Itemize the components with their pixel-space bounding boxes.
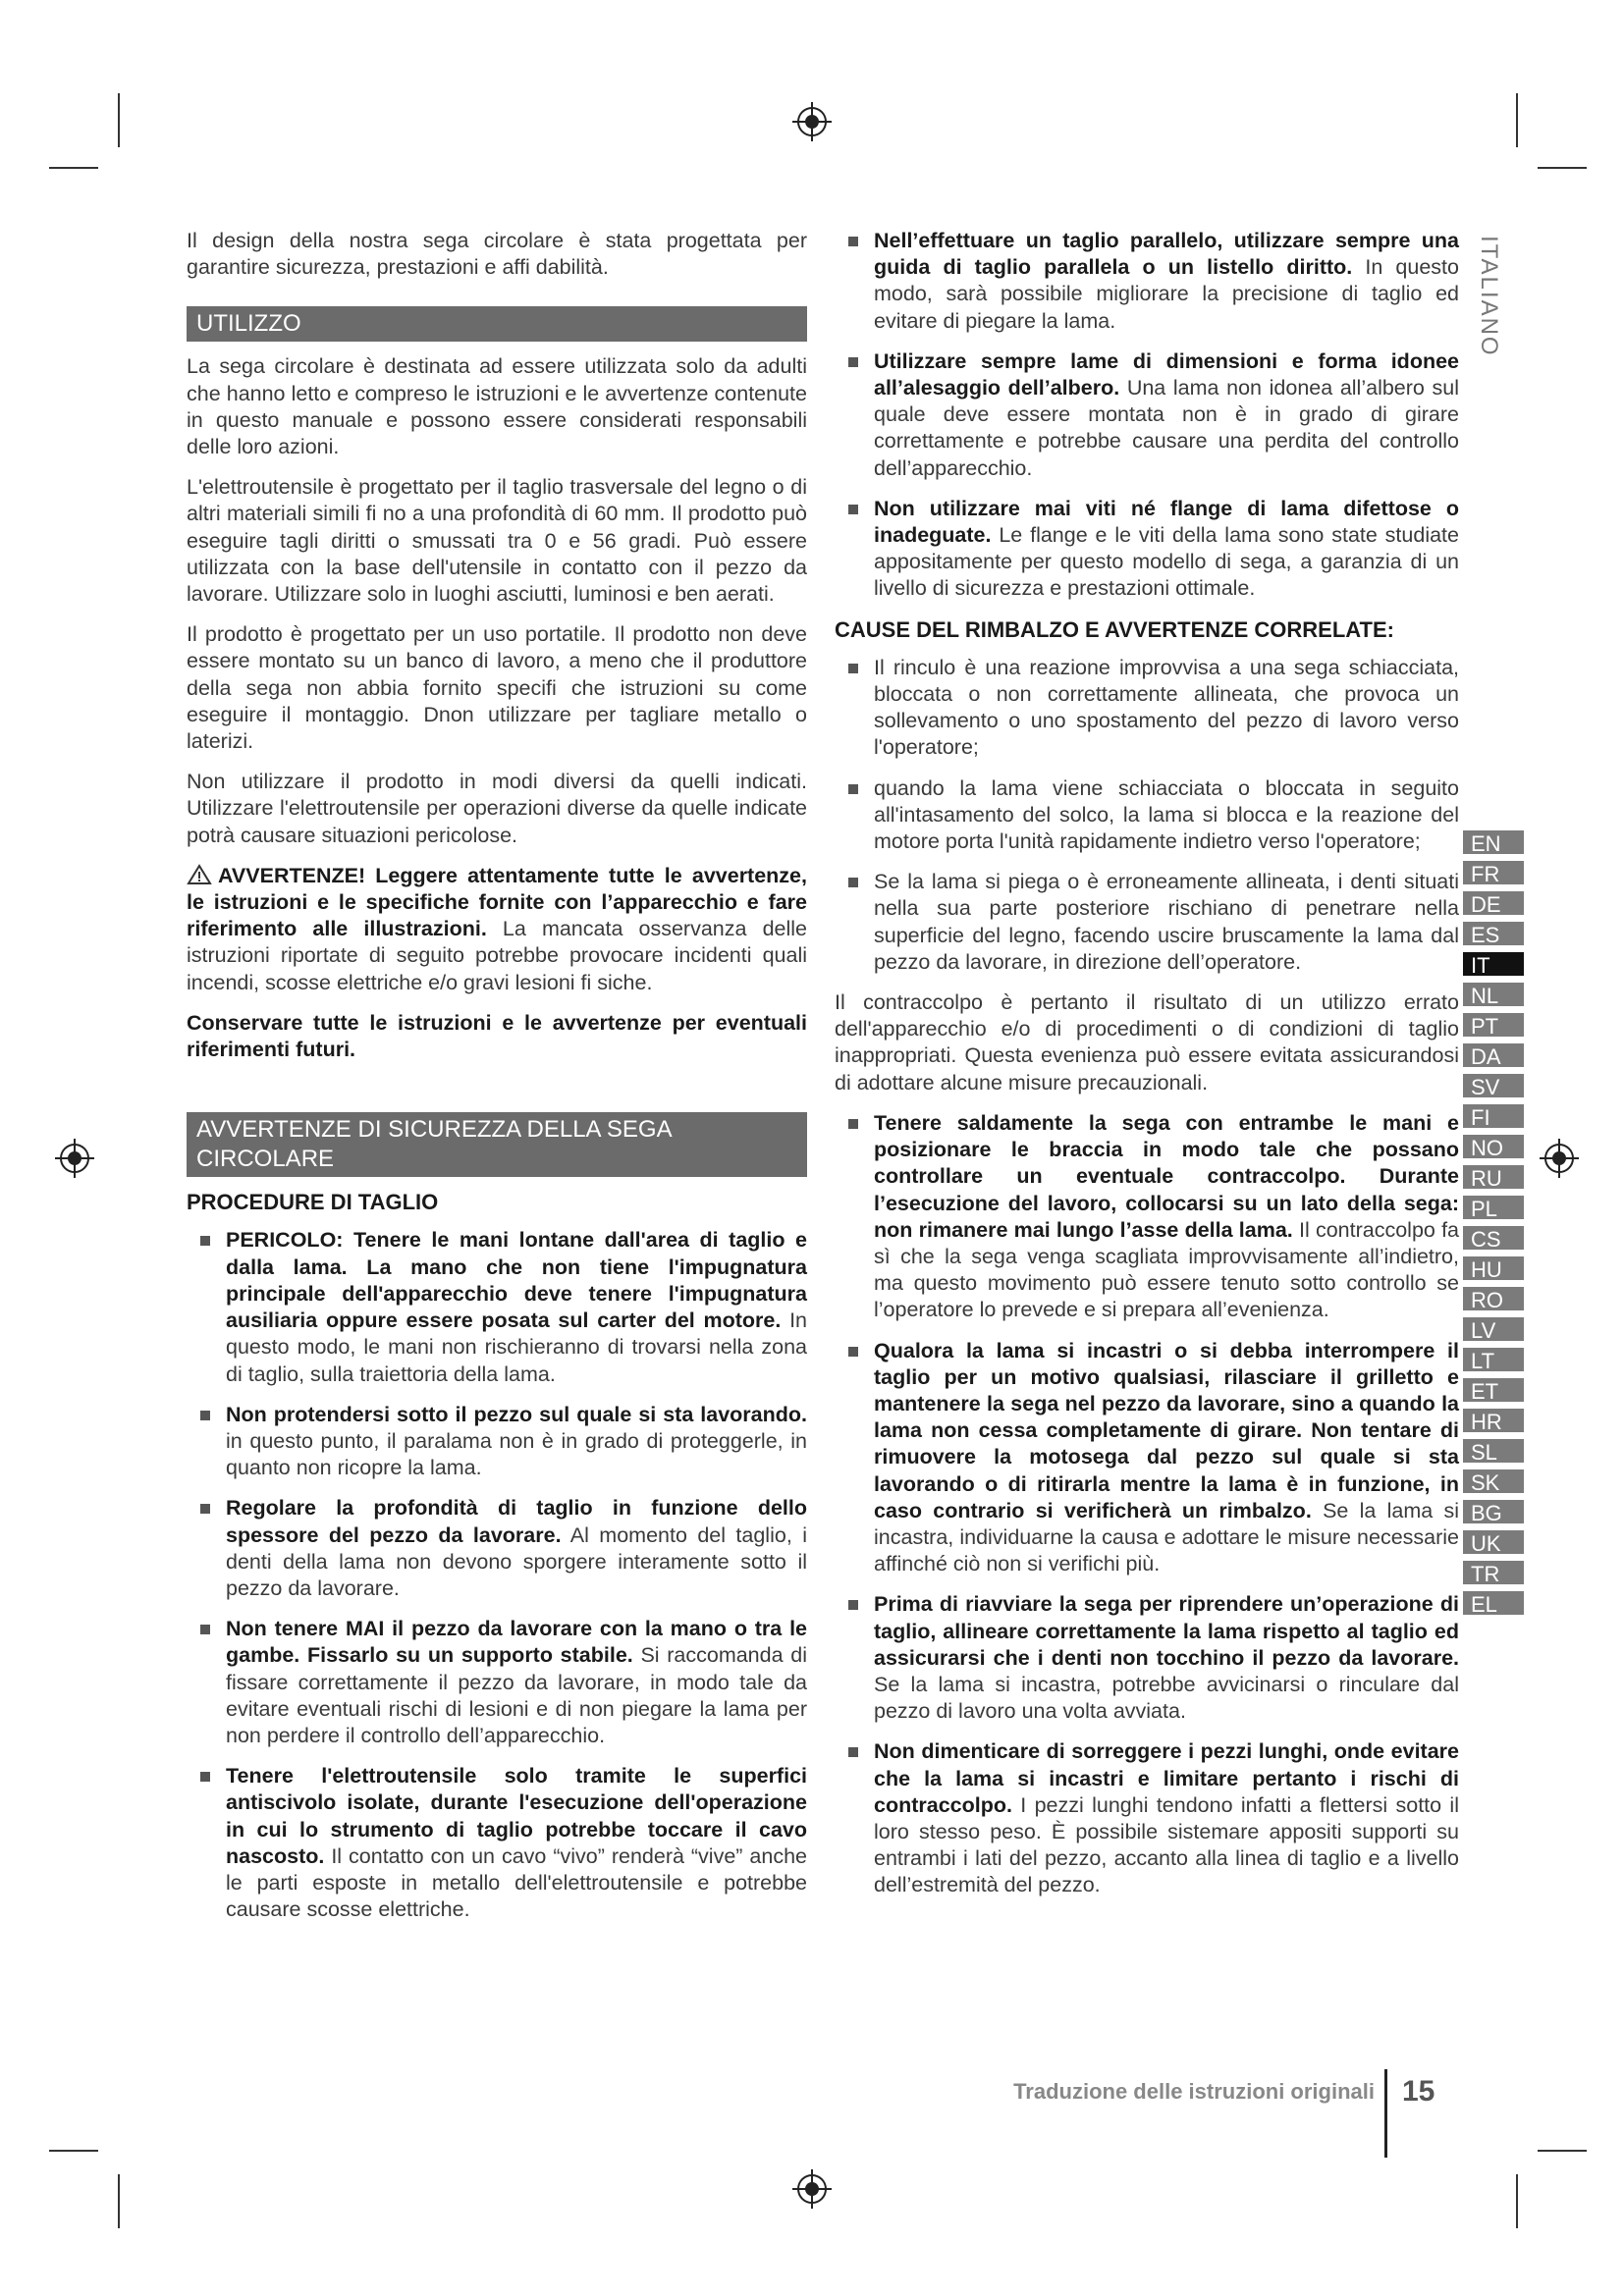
bullet-item xyxy=(835,775,1459,856)
language-tab-uk[interactable]: UK xyxy=(1463,1530,1524,1557)
bullet-text: Se la lama si piega o è erroneamente allineata, i denti situati nella sua parte posteriore rischiano di penetrare nella superficie del legno, facendo uscire bruscamente la lama dal pezzo da lavorare, in direzione dell’operatore. xyxy=(874,870,1459,974)
language-tab-de[interactable]: DE xyxy=(1463,891,1524,918)
right-bullet-list-c xyxy=(835,1110,1459,1899)
bullet-item xyxy=(835,348,1459,482)
registration-mark-icon xyxy=(792,2169,832,2209)
bullet-bold: Non utilizzare mai viti né flange di lama difettose o inadeguate. xyxy=(874,496,1459,548)
bullet-bold: Utilizzare sempre lame di dimensioni e forma idonee all’alesaggio dell’albero. xyxy=(874,348,1459,400)
crop-mark xyxy=(1538,167,1587,169)
bullet-square-icon xyxy=(200,1625,210,1634)
bullet-text: Il rinculo è una reazione improvvisa a una sega schiacciata, bloccata o non correttamente allineata, che provoca un sollevamento o uno spostamento del pezzo di lavoro verso l'operatore; xyxy=(874,655,1459,760)
warning-text: La mancata osservanza delle istruzioni riportate di seguito potrebbe provocare incidenti quali incendi, scosse elettriche e/o gravi lesioni fi siche. xyxy=(187,917,807,994)
bullet-square-icon xyxy=(200,1411,210,1420)
keep-instructions-text: Conservare tutte le istruzioni e le avvertenze per eventuali riferimenti futuri. xyxy=(187,1010,807,1062)
language-tab-no[interactable]: NO xyxy=(1463,1135,1524,1161)
bullet-item xyxy=(835,1591,1459,1725)
language-tab-nl[interactable]: NL xyxy=(1463,983,1524,1009)
language-tab-el[interactable]: EL xyxy=(1463,1591,1524,1618)
bullet-bold: Nell’effettuare un taglio parallelo, utilizzare sempre una guida di taglio parallela o un listello diritto. xyxy=(874,229,1459,280)
left-column xyxy=(187,228,807,1937)
language-tab-en[interactable]: EN xyxy=(1463,830,1524,857)
bullet-square-icon xyxy=(848,237,858,246)
intro-paragraph: Il design della nostra sega circolare è stata progettata per garantire sicurezza, prestazioni e affi dabilità. xyxy=(187,229,807,280)
subheading-kickback: CAUSE DEL RIMBALZO E AVVERTENZE CORRELATE: xyxy=(835,616,1394,642)
bullet-bold: Tenere l'elettroutensile solo tramite le superfici antiscivolo isolate, durante l'esecuzione dell'operazione in cui lo strumento di taglio potrebbe toccare il cavo nascosto. xyxy=(226,1764,807,1868)
language-tab-bg[interactable]: BG xyxy=(1463,1500,1524,1526)
warning-triangle-icon xyxy=(187,864,212,885)
bullet-bold: Qualora la lama si incastri o si debba interrompere il taglio per un motivo qualsiasi, rilasciare il grilletto e mantenere la sega nel pezzo da lavorare, sino a quando la lama non cessa completamente di girare. Non tentare di rimuovere la motosega dal pezzo sul quale si sta lavorando o di ritirarla mentre la lama è in funzione, in caso contrario si verificherà un rimbalzo. xyxy=(874,1338,1459,1522)
language-tab-hu[interactable]: HU xyxy=(1463,1256,1524,1283)
language-tab-cs[interactable]: CS xyxy=(1463,1226,1524,1253)
bullet-item xyxy=(187,1227,807,1387)
bullet-square-icon xyxy=(200,1772,210,1782)
section-heading-utilizzo: UTILIZZO xyxy=(187,306,807,342)
subheading-procedures: PROCEDURE DI TAGLIO xyxy=(187,1190,439,1215)
footer-text: Traduzione delle istruzioni originali xyxy=(1013,2079,1375,2104)
bullet-bold: Non protendersi sotto il pezzo sul quale si sta lavorando. xyxy=(226,1402,807,1426)
crop-mark xyxy=(118,93,120,147)
bullet-text: in questo punto, il paralama non è in grado di proteggerle, in quanto non ricopre la lama. xyxy=(226,1428,807,1480)
bullet-square-icon xyxy=(848,1747,858,1757)
bullet-item xyxy=(835,869,1459,976)
language-tab-fr[interactable]: FR xyxy=(1463,861,1524,887)
bullet-text: quando la lama viene schiacciata o bloccata in seguito all'intasamento del solco, la lama si blocca e la reazione del motore porta l'unità rapidamente indietro verso l'operatore; xyxy=(874,775,1459,854)
language-tab-lt[interactable]: LT xyxy=(1463,1348,1524,1374)
bullet-bold: Regolare la profondità di taglio in funzione dello spessore del pezzo da lavorare. xyxy=(226,1496,807,1547)
bullet-square-icon xyxy=(848,505,858,514)
crop-mark xyxy=(118,2174,120,2228)
bullet-item xyxy=(835,1338,1459,1578)
crop-mark xyxy=(1516,93,1518,147)
bullet-text: In questo modo, sarà possibile migliorare la precisione di taglio ed evitare di piegare la lama. xyxy=(874,255,1459,333)
kickback-paragraph: Il contraccolpo è pertanto il risultato di un utilizzo errato dell'apparecchio e/o di procedimenti o di condizioni di taglio inappropriati. Questa evenienza può essere evitata assicurandosi di adottare alcune misure precauzionali. xyxy=(835,990,1459,1095)
language-tab-sk[interactable]: SK xyxy=(1463,1469,1524,1496)
registration-mark-icon xyxy=(792,102,832,141)
bullet-bold: Tenere saldamente la sega con entrambe le mani e posizionare le braccia in modo tale che possano controllare un eventuale contraccolpo. Durante l’esecuzione del lavoro, collocarsi su un lato della sega: non rimanere mai lungo l’asse della lama. xyxy=(874,1110,1459,1242)
language-tab-pt[interactable]: PT xyxy=(1463,1013,1524,1040)
bullet-item xyxy=(835,228,1459,335)
bullet-item xyxy=(187,1616,807,1749)
bullet-square-icon xyxy=(848,1600,858,1610)
bullet-bold: Non tenere MAI il pezzo da lavorare con la mano o tra le gambe. Fissarlo su un supporto stabile. xyxy=(226,1617,807,1668)
paragraph: Non utilizzare il prodotto in modi diversi da quelli indicati. Utilizzare l'elettroutensile per operazioni diverse da quelle indicate potrà causare situazioni pericolose. xyxy=(187,770,807,847)
bullet-text: Il contraccolpo fa sì che la sega venga scagliata improvvisamente all’indietro, ma questo movimento può essere tenuto sotto controllo se l’operatore lo prevede e si prepara all’evenienza. xyxy=(874,1217,1459,1322)
right-bullet-list-a xyxy=(835,228,1459,603)
language-tab-sl[interactable]: SL xyxy=(1463,1439,1524,1466)
section-heading-safety: AVVERTENZE DI SICUREZZA DELLA SEGA CIRCOLARE xyxy=(187,1112,807,1177)
bullet-item xyxy=(835,1738,1459,1898)
language-tab-it[interactable]: IT xyxy=(1463,952,1524,979)
paragraph: Il prodotto è progettato per un uso portatile. Il prodotto non deve essere montato su un banco di lavoro, a meno che il produttore della sega non abbia fornito specifi che istruzioni su come eseguire il montaggio. Dnon utilizzare per tagliare metallo o laterizi. xyxy=(187,622,807,754)
language-tab-pl[interactable]: PL xyxy=(1463,1196,1524,1222)
bullet-bold: PERICOLO: Tenere le mani lontane dall'area di taglio e dalla lama. La mano che non tiene l'impugnatura principale dell'apparecchio deve tenere l'impugnatura ausiliaria oppure essere posata sul carter del motore. xyxy=(226,1228,807,1333)
bullet-square-icon xyxy=(848,357,858,367)
bullet-text: I pezzi lunghi tendono infatti a flettersi sotto il loro stesso peso. È possibile sistemare appositi supporti su entrambi i lati del pezzo, accanto alla linea di taglio e a livello dell’estremità del pezzo. xyxy=(874,1792,1459,1897)
language-tab-et[interactable]: ET xyxy=(1463,1378,1524,1405)
registration-mark-icon xyxy=(1540,1139,1579,1178)
paragraph: L'elettroutensile è progettato per il taglio trasversale del legno o di altri materiali simili fi no a una profondità di 60 mm. Il prodotto può eseguire tagli diritti o smussati tra 0 e 56 gradi. Può essere utilizzata con la base dell'utensile in contatto con il pezzo da lavorare. Utilizzare solo in luoghi asciutti, luminosi e ben aerati. xyxy=(187,475,807,607)
bullet-square-icon xyxy=(848,664,858,673)
language-tab-fi[interactable]: FI xyxy=(1463,1104,1524,1131)
bullet-item xyxy=(835,655,1459,762)
bullet-text: Si raccomanda di fissare correttamente il pezzo da lavorare, in modo tale da evitare eventuali rischi di lesioni e di non piegare la lama per non perdere il controllo dell’apparecchio. xyxy=(226,1643,807,1747)
paragraph: La sega circolare è destinata ad essere utilizzata solo da adulti che hanno letto e compreso le istruzioni e le avvertenze contenute in questo manuale e possono essere considerati responsabili delle loro azioni. xyxy=(187,354,807,459)
bullet-bold: Prima di riavviare la sega per riprendere un’operazione di taglio, allineare correttamente la lama rispetto al taglio ed assicurarsi che i denti non tocchino il pezzo da lavorare. xyxy=(874,1592,1459,1670)
footer-divider xyxy=(1384,2069,1387,2158)
bullet-item xyxy=(187,1763,807,1923)
language-title: ITALIANO xyxy=(1476,236,1502,357)
language-tab-sv[interactable]: SV xyxy=(1463,1074,1524,1100)
bullet-item xyxy=(187,1402,807,1482)
bullet-text: In questo modo, le mani non rischieranno di trovarsi nella zona di taglio, sulla traiettoria della lama. xyxy=(226,1308,807,1386)
bullet-bold: Non dimenticare di sorreggere i pezzi lunghi, onde evitare che la lama si incastri e limitare pertanto i rischi di contraccolpo. xyxy=(874,1739,1459,1817)
crop-mark xyxy=(49,167,98,169)
right-column xyxy=(835,228,1459,1913)
bullet-text: Se la lama si incastra, potrebbe avvicinarsi o rinculare dal pezzo di lavoro una volta avviata. xyxy=(874,1672,1459,1724)
bullet-text: Al momento del taglio, i denti della lama non devono sporgere interamente sotto il pezzo da lavorare. xyxy=(226,1522,807,1600)
bullet-item xyxy=(187,1495,807,1602)
language-tab-tr[interactable]: TR xyxy=(1463,1561,1524,1587)
language-tab-ru[interactable]: RU xyxy=(1463,1165,1524,1192)
language-tab-da[interactable]: DA xyxy=(1463,1043,1524,1070)
bullet-square-icon xyxy=(200,1236,210,1246)
bullet-text: Una lama non idonea all’albero sul quale deve essere montata non è in grado di girare correttamente e potrebbe causare una perdita del controllo dell’apparecchio. xyxy=(874,376,1459,480)
bullet-square-icon xyxy=(200,1504,210,1514)
language-tab-lv[interactable]: LV xyxy=(1463,1317,1524,1344)
bullet-text: Se la lama si incastra, individuarne la causa e adottare le misure necessarie affinché ciò non si verifichi più. xyxy=(874,1498,1459,1576)
bullet-square-icon xyxy=(848,784,858,794)
language-tab-es[interactable]: ES xyxy=(1463,922,1524,948)
bullet-square-icon xyxy=(848,1119,858,1129)
left-bullet-list xyxy=(187,1227,807,1923)
crop-mark xyxy=(49,2150,98,2152)
warning-paragraph xyxy=(187,863,807,996)
language-tab-ro[interactable]: RO xyxy=(1463,1287,1524,1313)
bullet-text: Le flange e le viti della lama sono state studiate appositamente per questo modello di sega, a garanzia di un livello di sicurezza e prestazioni ottimale. xyxy=(874,523,1459,601)
bullet-square-icon xyxy=(848,878,858,887)
bullet-item xyxy=(835,496,1459,603)
right-bullet-list-b xyxy=(835,655,1459,976)
crop-mark xyxy=(1538,2150,1587,2152)
bullet-text: Il contatto con un cavo “vivo” renderà “vive” anche le parti esposte in metallo dell'elettroutensile e potrebbe causare scosse elettriche. xyxy=(226,1843,807,1922)
registration-mark-icon xyxy=(55,1139,94,1178)
crop-mark xyxy=(1516,2174,1518,2228)
page-number: 15 xyxy=(1402,2075,1435,2108)
keep-instructions xyxy=(187,1010,807,1063)
warning-bold: AVVERTENZE! Leggere attentamente tutte le avvertenze, le istruzioni e le specifiche fornite con l’apparecchio e fare riferimento alle illustrazioni. xyxy=(187,863,807,941)
bullet-square-icon xyxy=(848,1347,858,1357)
language-tab-hr[interactable]: HR xyxy=(1463,1409,1524,1435)
bullet-item xyxy=(835,1110,1459,1324)
